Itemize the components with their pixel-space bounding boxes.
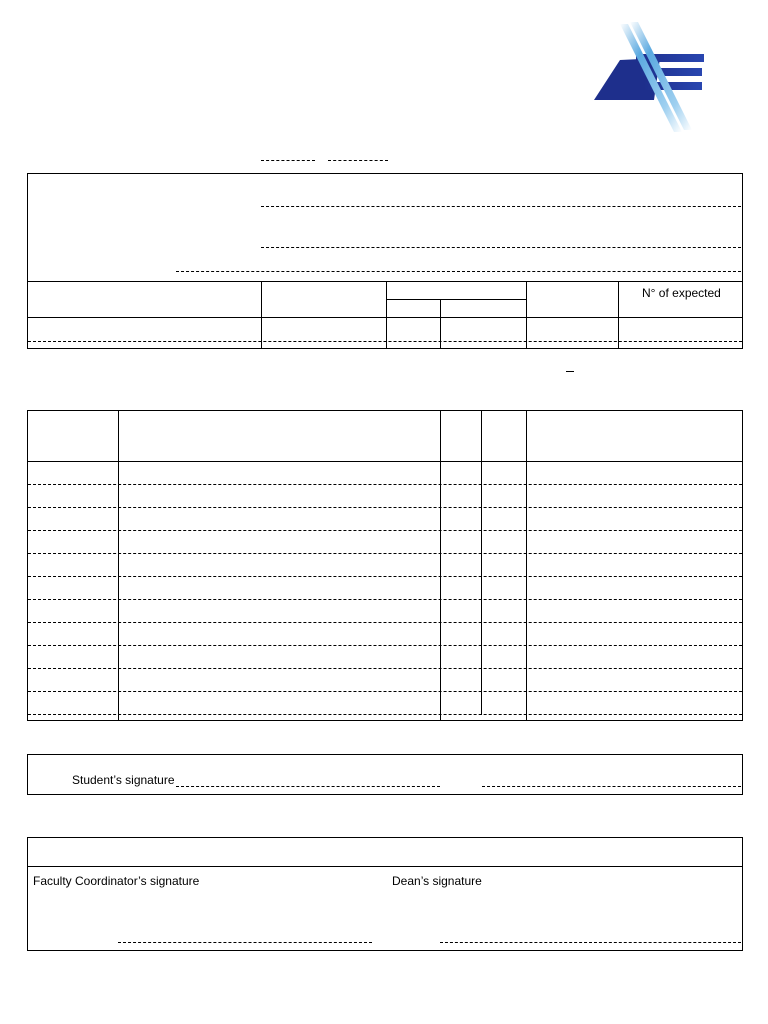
exams-col-3 [481,410,482,715]
exams-row-line [28,599,742,600]
info-field-1[interactable] [261,206,741,207]
expected-header: N° of expected [642,286,721,300]
courses-col-3 [440,299,441,348]
courses-col-5 [618,281,619,348]
exams-row-line [28,668,742,669]
exams-header-bottom [28,461,742,462]
info-box [27,173,743,349]
info-field-2[interactable] [261,247,741,248]
university-logo-icon [590,20,710,142]
exams-row-line [28,691,742,692]
info-divider [28,281,742,282]
exams-row-line [28,714,742,715]
exams-col-4 [526,410,527,721]
exams-row-line [28,507,742,508]
exams-row-line [28,576,742,577]
coordinator-signature-field[interactable] [118,942,372,943]
exams-row-line [28,645,742,646]
exams-col-1 [118,410,119,721]
courses-col-2 [386,281,387,348]
student-signature-field[interactable] [176,786,440,787]
date-field-2[interactable] [328,160,388,161]
exams-table [27,410,743,721]
date-field-1[interactable] [261,160,315,161]
exams-row-line [28,484,742,485]
dean-signature-label: Dean’s signature [392,874,482,888]
info-field-3[interactable] [176,271,741,272]
coordinator-signature-label: Faculty Coordinator’s signature [33,874,200,888]
courses-col-1 [261,281,262,348]
courses-header-bottom [28,317,742,318]
courses-col-4 [526,281,527,348]
exams-row-line [28,530,742,531]
courses-row-dashed [28,341,742,342]
small-mark [566,371,574,372]
student-signature-label: Student’s signature [72,773,175,787]
exams-row-line [28,553,742,554]
exams-col-2 [440,410,441,721]
dean-signature-field[interactable] [440,942,741,943]
student-date-field[interactable] [482,786,741,787]
courses-subheader-line [386,299,526,300]
approval-box [27,837,743,951]
approval-divider [28,866,742,867]
exams-row-line [28,622,742,623]
